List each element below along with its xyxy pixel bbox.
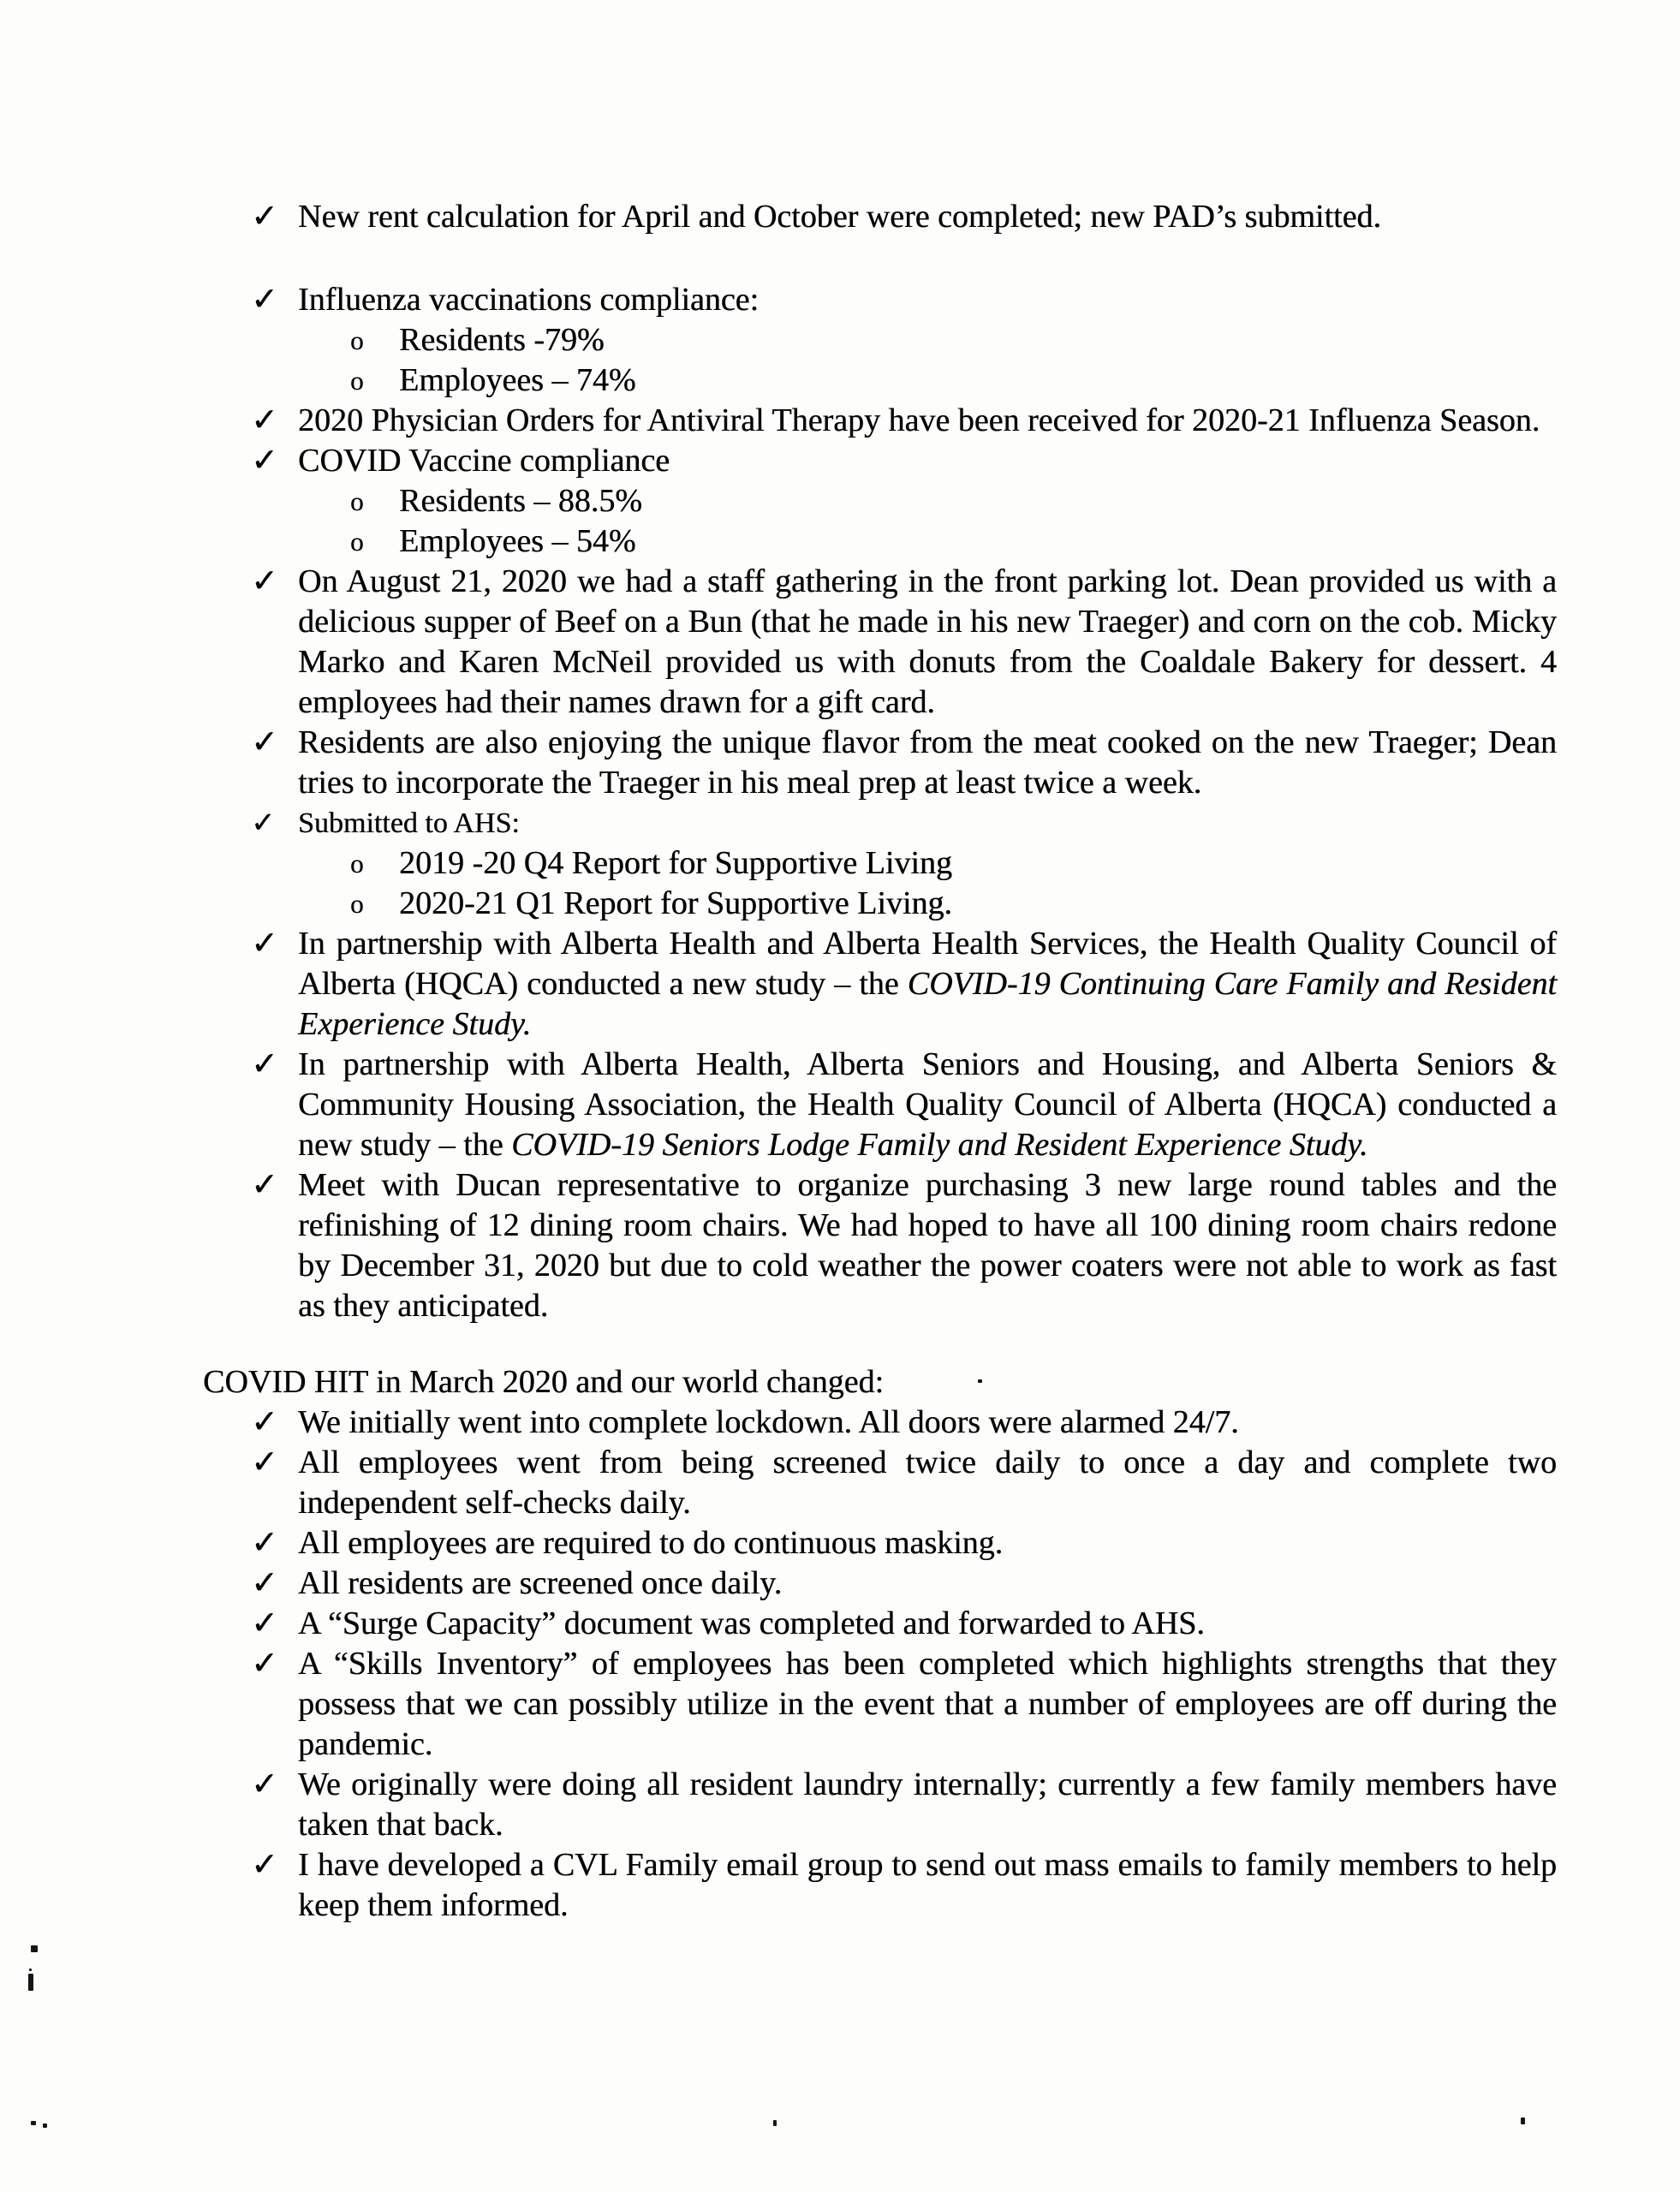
checklist-item — [203, 1165, 1557, 1326]
item-text: A “Skills Inventory” of employees has been completed which highlights strengths that they possess that we can possibly utilize in the event that a number of employees are off during the pandemic. — [298, 1646, 1557, 1762]
checklist-item — [203, 803, 1557, 843]
item-text: Residents – 88.5% — [399, 483, 642, 519]
checkmark-icon: ✓ — [251, 1766, 278, 1802]
item-text: A “Surge Capacity” document was completed and forwarded to AHS. — [298, 1605, 1205, 1641]
checklist-item — [203, 723, 1557, 803]
checkmark-icon: ✓ — [251, 1167, 278, 1203]
section-heading — [203, 1362, 1557, 1403]
checkmark-icon: ✓ — [251, 1565, 278, 1601]
scan-speck — [773, 2120, 777, 2126]
item-text: All employees are required to do continuous masking. — [298, 1525, 1004, 1561]
item-text: We initially went into complete lockdown. All doors were alarmed 24/7. — [298, 1404, 1239, 1440]
item-text: We originally were doing all resident laundry internally; currently a few family members have taken that back. — [298, 1766, 1557, 1843]
item-text: 2020-21 Q1 Report for Supportive Living. — [399, 885, 952, 921]
sub-list-item — [203, 481, 1557, 521]
blank-line-spacer — [203, 1326, 1557, 1362]
checkmark-icon: ✓ — [251, 1646, 278, 1682]
document-body — [203, 197, 1557, 1926]
checkmark-icon: ✓ — [251, 1605, 278, 1641]
checkmark-icon: ✓ — [251, 926, 278, 962]
checklist-item — [203, 924, 1557, 1045]
checkmark-icon: ✓ — [251, 807, 276, 839]
scan-speck — [31, 2121, 36, 2125]
checkmark-icon: ✓ — [251, 199, 278, 235]
checklist-item — [203, 1845, 1557, 1926]
item-text: 2019 -20 Q4 Report for Supportive Living — [399, 845, 952, 881]
checklist-item — [203, 562, 1557, 723]
sub-list-item — [203, 360, 1557, 401]
heading-text: COVID HIT in March 2020 and our world changed: — [203, 1364, 885, 1400]
item-text: Influenza vaccinations compliance: — [298, 282, 760, 318]
checkmark-icon: ✓ — [251, 563, 278, 599]
checklist-item — [203, 1644, 1557, 1765]
scan-speck — [28, 1974, 33, 1991]
circle-bullet-icon: o — [350, 486, 364, 516]
circle-bullet-icon: o — [350, 527, 364, 557]
sub-list-item — [203, 320, 1557, 360]
checkmark-icon: ✓ — [251, 402, 278, 438]
item-text: Residents -79% — [399, 322, 605, 358]
item-text: COVID Vaccine compliance — [298, 443, 670, 479]
checklist-item — [203, 1564, 1557, 1604]
checklist-item — [203, 197, 1557, 237]
checklist-item — [203, 1045, 1557, 1165]
checkmark-icon: ✓ — [251, 1444, 278, 1480]
circle-bullet-icon: o — [350, 325, 364, 355]
item-text: Submitted to AHS: — [298, 807, 520, 839]
item-text: All residents are screened once daily. — [298, 1565, 783, 1601]
checkmark-icon: ✓ — [251, 282, 278, 318]
sub-list-item — [203, 521, 1557, 562]
scan-speck — [31, 1945, 38, 1952]
item-text: All employees went from being screened twice daily to once a day and complete two independent self-checks daily. — [298, 1444, 1557, 1521]
item-text: Employees – 74% — [399, 362, 636, 398]
checklist-item — [203, 441, 1557, 481]
checkmark-icon: ✓ — [251, 1525, 278, 1561]
checkmark-icon: ✓ — [251, 1404, 278, 1440]
circle-bullet-icon: o — [350, 849, 364, 879]
checkmark-icon: ✓ — [251, 1046, 278, 1082]
item-text: Employees – 54% — [399, 523, 636, 559]
item-text: Residents are also enjoying the unique flavor from the meat cooked on the new Traeger; Dean tries to incorporate the Traeger in his meal prep at least twice a week. — [298, 724, 1557, 801]
checklist-item — [203, 1443, 1557, 1523]
blank-line-spacer — [203, 237, 1557, 280]
item-text: Meet with Ducan representative to organize purchasing 3 new large round tables and the refinishing of 12 dining room chairs. We had hoped to have all 100 dining room chairs redone by December 31, 2020 but due to cold weather the power coaters were not able to work as fast as they anticipated. — [298, 1167, 1557, 1324]
circle-bullet-icon: o — [350, 889, 364, 919]
checkmark-icon: ✓ — [251, 724, 278, 760]
circle-bullet-icon: o — [350, 366, 364, 396]
scan-speck — [29, 1969, 32, 1971]
item-text: In partnership with Alberta Health, Alberta Seniors and Housing, and Alberta Seniors & Community Housing Association, the Health Quality Council of Alberta (HQCA) conducted a new study – the COVID-19 Seniors Lodge Family and Resident Experience Study. — [298, 1046, 1557, 1163]
item-text: New rent calculation for April and October were completed; new PAD’s submitted. — [298, 199, 1381, 235]
checklist-item — [203, 1604, 1557, 1644]
checklist-item — [203, 1765, 1557, 1845]
scan-speck — [1521, 2118, 1525, 2124]
checklist-item — [203, 1403, 1557, 1443]
checklist-item — [203, 401, 1557, 441]
item-text: In partnership with Alberta Health and Alberta Health Services, the Health Quality Council of Alberta (HQCA) conducted a new study – the COVID-19 Continuing Care Family and Resident Experience Study. — [298, 926, 1557, 1042]
checklist-item — [203, 1523, 1557, 1564]
item-text: 2020 Physician Orders for Antiviral Therapy have been received for 2020-21 Influenza Season. — [298, 402, 1540, 438]
checklist-item — [203, 280, 1557, 320]
checkmark-icon: ✓ — [251, 1847, 278, 1883]
scan-speck — [978, 1379, 982, 1383]
item-text: I have developed a CVL Family email group to send out mass emails to family members to help keep them informed. — [298, 1847, 1557, 1923]
item-text: On August 21, 2020 we had a staff gathering in the front parking lot. Dean provided us with a delicious supper of Beef on a Bun (that he made in his new Traeger) and corn on the cob. Micky Marko and Karen McNeil provided us with donuts from the Coaldale Bakery for dessert. 4 employees had their names drawn for a gift card. — [298, 563, 1557, 720]
scan-speck — [43, 2124, 47, 2128]
sub-list-item — [203, 884, 1557, 924]
checkmark-icon: ✓ — [251, 443, 278, 479]
sub-list-item — [203, 843, 1557, 884]
